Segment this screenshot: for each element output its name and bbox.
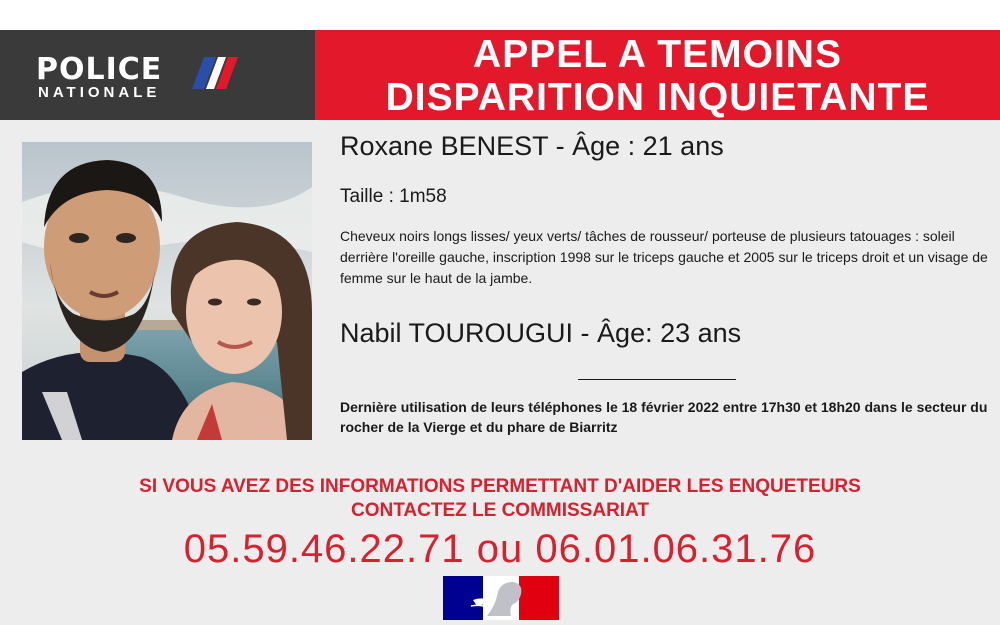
title-appel-a-temoins: APPEL A TEMOINS bbox=[473, 33, 842, 76]
tricolor-stripes-icon bbox=[190, 55, 240, 91]
appeal-line-2: CONTACTEZ LE COMMISSARIAT bbox=[351, 500, 649, 521]
last-phone-use-text: Dernière utilisation de leurs téléphones le 18 février 2022 entre 17h30 et 18h20 dans le secteur du rocher de la Vierge et du phare de Biarritz bbox=[340, 399, 988, 435]
divider bbox=[578, 379, 736, 380]
contact-phone-numbers: 05.59.46.22.71 ou 06.01.06.31.76 bbox=[183, 527, 817, 571]
logo-police-text: POLICE bbox=[36, 52, 163, 87]
person1-height: Taille : 1m58 bbox=[340, 186, 447, 207]
person2-name-age: Nabil TOUROUGUI - Âge: 23 ans bbox=[340, 318, 742, 348]
appeal-line-1: SI VOUS AVEZ DES INFORMATIONS PERMETTANT D'AIDER LES ENQUETEURS bbox=[139, 476, 861, 497]
person1-name-age: Roxane BENEST - Âge : 21 ans bbox=[340, 131, 724, 161]
title-disparition-inquietante: DISPARITION INQUIETANTE bbox=[385, 76, 930, 119]
logo-nationale-text: NATIONALE bbox=[38, 84, 161, 101]
person1-description: Cheveux noirs longs lisses/ yeux verts/ tâches de rousseur/ porteuse de plusieurs tatouages : soleil derrière l'oreille gauche, inscription 1998 sur le triceps gauche et 2005 sur le triceps droit et un visage de femme sur le haut de la jambe. bbox=[340, 228, 988, 286]
marianne-logo bbox=[443, 576, 559, 620]
missing-persons-photo bbox=[22, 142, 312, 440]
